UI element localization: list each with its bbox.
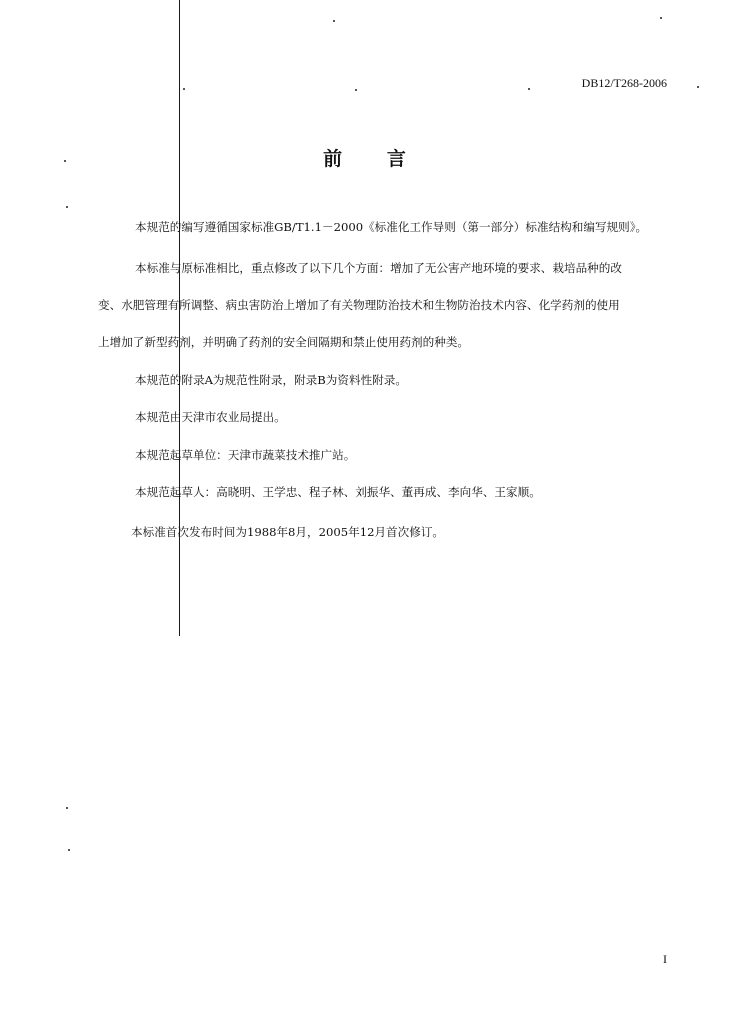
document-number: DB12/T268-2006 [581,76,667,90]
paragraph-drafting-unit: 本规范起草单位：天津市蔬菜技术推广站。 [135,448,356,462]
page-title [0,144,729,171]
paragraph-release-history: 本标准首次发布时间为1988年8月，2005年12月首次修订。 [131,525,445,539]
paragraph-changes-line-2: 变、水肥管理有所调整、病虫害防治上增加了有关物理防治技术和生物防治技术内容、化学药剂的使用 [98,298,620,312]
scan-speck [355,89,357,91]
paragraph-appendix: 本规范的附录A为规范性附录，附录B为资料性附录。 [135,373,407,387]
scan-speck [697,86,699,88]
scan-speck [66,206,68,208]
scan-speck [183,88,185,90]
page-number: I [663,952,667,966]
scan-speck [68,849,70,851]
scan-speck [66,807,68,809]
paragraph-drafters: 本规范起草人：高晓明、王学忠、程子林、刘振华、董再成、李向华、王家顺。 [135,485,541,499]
title-char-1: 前 [323,148,343,170]
scan-speck [660,17,662,19]
scan-speck [333,20,335,22]
paragraph-standard-basis: 本规范的编写遵循国家标准GB/T1.1－2000《标准化工作导则（第一部分）标准结构和编写规则》。 [135,220,648,234]
title-char-2: 言 [386,148,406,170]
scan-speck [528,88,530,90]
paragraph-changes-line-1: 本标准与原标准相比，重点修改了以下几个方面：增加了无公害产地环境的要求、栽培品种的改 [135,261,622,275]
paragraph-proposer: 本规范由天津市农业局提出。 [135,410,286,424]
paragraph-changes-line-3: 上增加了新型药剂，并明确了药剂的安全间隔期和禁止使用药剂的种类。 [98,335,470,349]
